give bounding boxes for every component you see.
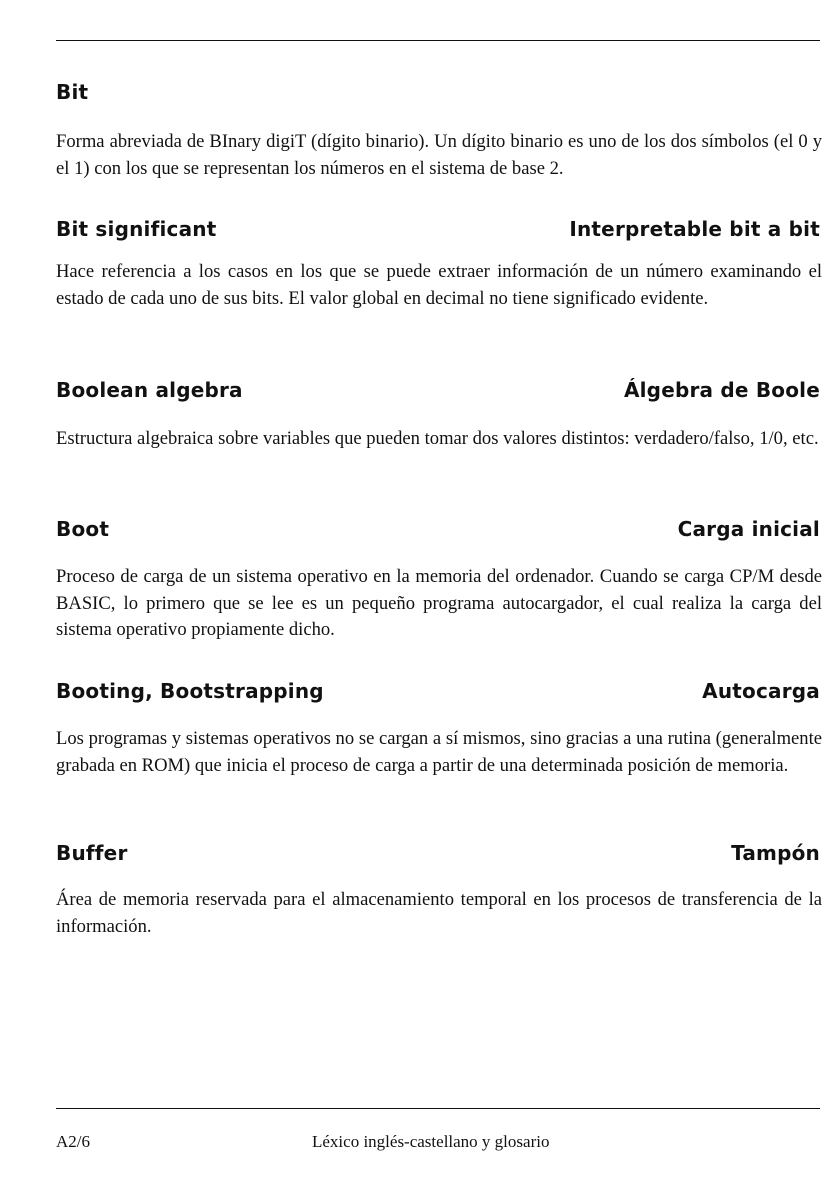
footer-title: Léxico inglés-castellano y glosario bbox=[312, 1132, 550, 1151]
top-rule bbox=[56, 40, 820, 41]
entry-heading bbox=[56, 841, 820, 865]
entry-heading bbox=[56, 679, 820, 703]
term-definition: Estructura algebraica sobre variables que pueden tomar dos valores distintos: verdadero/falso, 1/0, etc. bbox=[56, 428, 819, 449]
term-definition: Proceso de carga de un sistema operativo en la memoria del ordenador. Cuando se carga CP/M desde BASIC, lo primero que se lee es un pequeño programa autocargador, el cual realiza la carga del sistema operativo propiamente dicho. bbox=[56, 566, 822, 640]
entry-heading bbox=[56, 80, 820, 104]
entry-heading bbox=[56, 517, 820, 541]
term-english: Buffer bbox=[56, 841, 128, 865]
term-english: Boolean algebra bbox=[56, 378, 243, 402]
term-english: Bit significant bbox=[56, 217, 217, 241]
term-spanish: Interpretable bit a bit bbox=[569, 217, 820, 241]
term-definition: Hace referencia a los casos en los que se puede extraer información de un número examinando el estado de cada uno de sus bits. El valor global en decimal no tiene significado evidente. bbox=[56, 261, 822, 309]
term-spanish: Autocarga bbox=[702, 679, 820, 703]
term-english: Booting, Bootstrapping bbox=[56, 679, 324, 703]
page-number: A2/6 bbox=[56, 1132, 90, 1151]
bottom-rule bbox=[56, 1108, 820, 1109]
entry-heading bbox=[56, 378, 820, 402]
term-definition: Forma abreviada de BInary digiT (dígito binario). Un dígito binario es uno de los dos símbolos (el 0 y el 1) con los que se representan los números en el sistema de base 2. bbox=[56, 131, 822, 179]
term-spanish: Carga inicial bbox=[677, 517, 820, 541]
term-spanish: Tampón bbox=[731, 841, 820, 865]
term-english: Boot bbox=[56, 517, 110, 541]
term-definition: Área de memoria reservada para el almacenamiento temporal en los procesos de transferencia de la información. bbox=[56, 889, 822, 937]
entry-heading bbox=[56, 217, 820, 241]
term-english: Bit bbox=[56, 80, 89, 104]
term-definition: Los programas y sistemas operativos no se cargan a sí mismos, sino gracias a una rutina (generalmente grabada en ROM) que inicia el proceso de carga a partir de una determinada posición de memoria. bbox=[56, 728, 822, 776]
term-spanish: Álgebra de Boole bbox=[623, 378, 820, 402]
